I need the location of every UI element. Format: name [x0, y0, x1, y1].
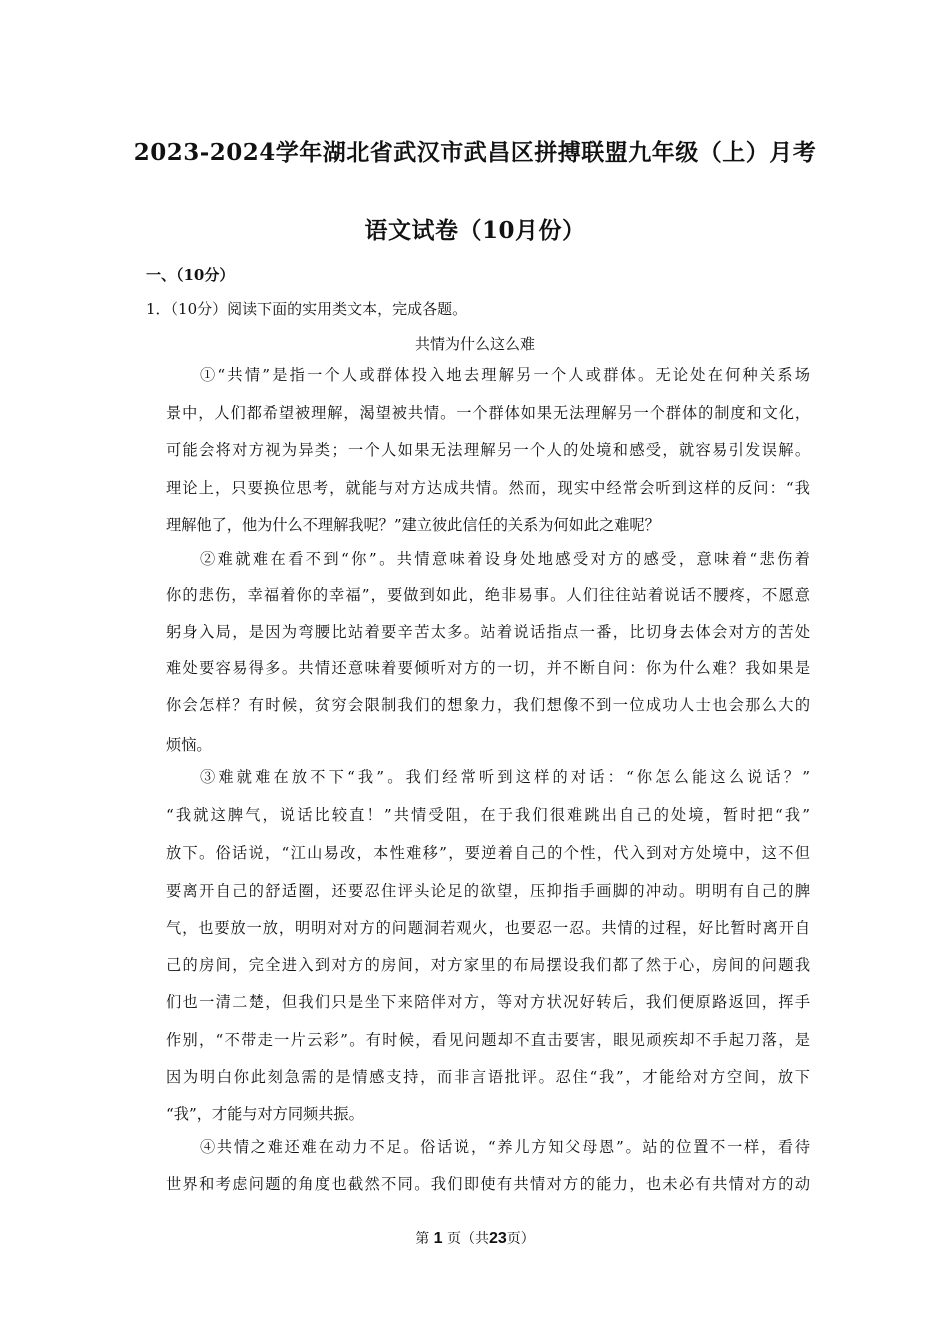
exam-title-line2: 语文试卷（10月份）	[364, 217, 586, 244]
article-title: 共情为什么这么难	[414, 335, 535, 353]
footer-page-number: 1	[433, 1230, 443, 1247]
body-line: ④共情之难还难在动力不足。俗话说，“养儿方知父母恩”。站的位置不一样，看待	[200, 1138, 810, 1156]
body-line: 己的房间，完全进入到对方的房间，对方家里的布局摆设我们都了然于心，房间的问题我	[166, 956, 810, 974]
body-line: 烦恼。	[166, 736, 212, 754]
body-line: “我就这脾气，说话比较直！”共情受阻，在于我们很难跳出自己的处境，暂时把“我”	[166, 806, 810, 824]
body-line: 可能会将对方视为异类；一个人如果无法理解另一个人的处境和感受，就容易引发误解。	[166, 441, 810, 459]
footer-total-pages: 23	[489, 1230, 507, 1247]
body-line: ②难就难在看不到“你”。共情意味着设身处地感受对方的感受，意味着“悲伤着	[200, 550, 810, 568]
question-stem: 1．（10分）阅读下面的实用类文本，完成各题。	[146, 300, 468, 318]
body-line: 要离开自己的舒适圈，还要忍住评头论足的欲望，压抑指手画脚的冲动。明明有自己的脾	[166, 882, 810, 900]
body-line: 你的悲伤，幸福着你的幸福”，要做到如此，绝非易事。人们往往站着说话不腰疼，不愿意	[166, 586, 810, 604]
body-line: ③难就难在放不下“我”。我们经常听到这样的对话：“你怎么能这么说话？”	[200, 768, 810, 786]
footer-suffix: 页）	[506, 1231, 535, 1247]
exam-title-line1: 2023-2024学年湖北省武汉市武昌区拼搏联盟九年级（上）月考	[133, 139, 817, 166]
body-line: 作别，“不带走一片云彩”。有时候，看见问题却不直击要害，眼见顽疾却不手起刀落，是	[166, 1031, 810, 1049]
section-heading: 一、（10分）	[146, 266, 235, 284]
body-line: 因为明白你此刻急需的是情感支持，而非言语批评。忍住“我”，才能给对方空间，放下	[166, 1068, 810, 1086]
body-line: 躬身入局，是因为弯腰比站着要辛苦太多。站着说话指点一番，比切身去体会对方的苦处	[166, 623, 810, 641]
body-line: “我”，才能与对方同频共振。	[166, 1105, 364, 1123]
body-line: 理论上，只要换位思考，就能与对方达成共情。然而，现实中经常会听到这样的反问：“我	[166, 479, 810, 497]
body-line: 你会怎样？有时候，贫穷会限制我们的想象力，我们想像不到一位成功人士也会那么大的	[166, 696, 810, 714]
body-line: 世界和考虑问题的角度也截然不同。我们即使有共情对方的能力，也未必有共情对方的动	[166, 1175, 810, 1193]
body-line: 气，也要放一放，明明对对方的问题洞若观火，也要忍一忍。共情的过程，好比暂时离开自	[166, 919, 810, 937]
page-footer	[0, 1228, 950, 1248]
body-line: ①“共情”是指一个人或群体投入地去理解另一个人或群体。无论处在何种关系场	[200, 366, 810, 384]
body-line: 理解他了，他为什么不理解我呢？”建立彼此信任的关系为何如此之难呢？	[166, 516, 660, 534]
footer-middle: 页（共	[447, 1231, 489, 1247]
body-line: 景中，人们都希望被理解，渴望被共情。一个群体如果无法理解另一个群体的制度和文化，	[166, 404, 810, 422]
footer-prefix: 第	[415, 1231, 430, 1247]
body-line: 们也一清二楚，但我们只是坐下来陪伴对方，等对方状况好转后，我们便原路返回，挥手	[166, 993, 810, 1011]
body-line: 放下。俗话说，“江山易改，本性难移”，要逆着自己的个性，代入到对方处境中，这不但	[166, 844, 810, 862]
body-line: 难处要容易得多。共情还意味着要倾听对方的一切，并不断自问：你为什么难？我如果是	[166, 659, 810, 677]
